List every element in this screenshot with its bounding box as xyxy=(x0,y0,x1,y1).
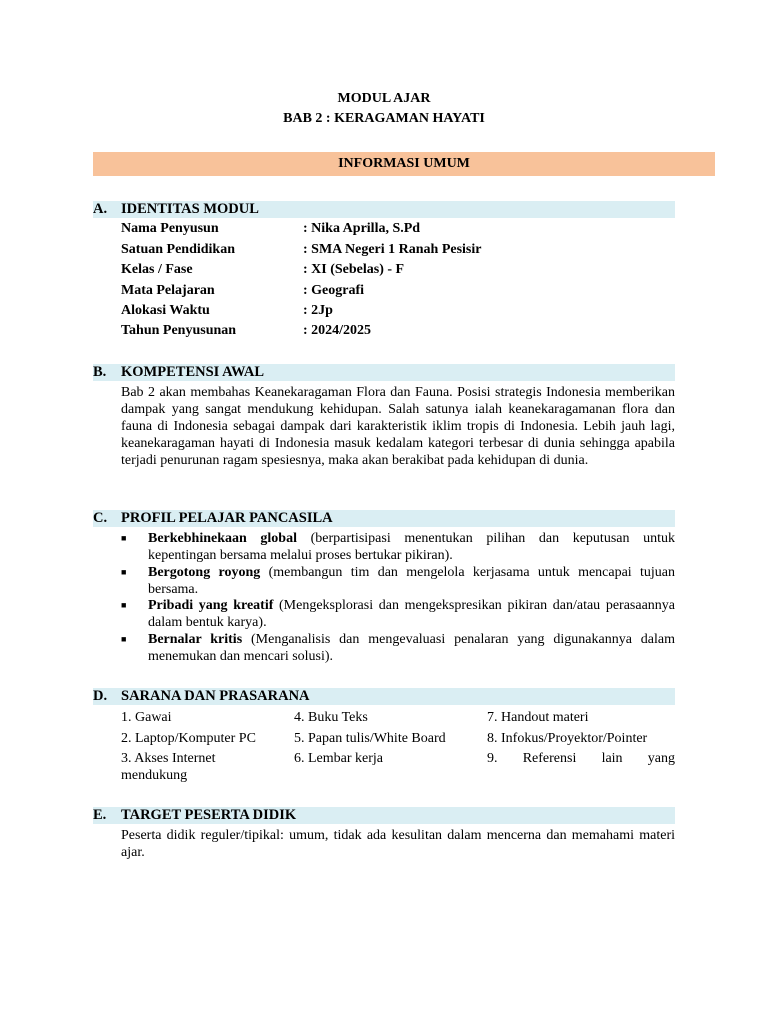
identity-value: : XI (Sebelas) - F xyxy=(303,262,405,277)
identity-value: : Geografi xyxy=(303,283,365,298)
identity-value: : 2024/2025 xyxy=(303,323,372,338)
identity-label: Satuan Pendidikan xyxy=(121,242,235,257)
facility-item: 8. Infokus/Proyektor/Pointer xyxy=(487,731,648,746)
identity-row xyxy=(121,321,681,341)
section-b-title: KOMPETENSI AWAL xyxy=(121,364,265,380)
target-paragraph: Peserta didik reguler/tipikal: umum, tidak ada kesulitan dalam mencerna dan memahami materi ajar. xyxy=(121,828,675,860)
section-d-header xyxy=(93,688,675,705)
identity-value: : SMA Negeri 1 Ranah Pesisir xyxy=(303,242,482,257)
facility-item xyxy=(487,750,675,767)
identity-value: : Nika Aprilla, S.Pd xyxy=(303,221,421,236)
document-subtitle: BAB 2 : KERAGAMAN HAYATI xyxy=(283,111,485,126)
profile-desc: (Mengeksplorasi dan mengekspresikan pikiran dan/atau perasaannya dalam bentuk karya). xyxy=(148,598,675,630)
identity-label: Kelas / Fase xyxy=(121,262,193,277)
section-d-title: SARANA DAN PRASARANA xyxy=(121,688,310,704)
identity-row xyxy=(121,301,681,321)
facility-item: 6. Lembar kerja xyxy=(294,751,384,766)
facility-item: 2. Laptop/Komputer PC xyxy=(121,731,256,746)
facility-word: yang xyxy=(647,751,675,766)
identity-value: : 2Jp xyxy=(303,303,333,318)
section-e-letter: E. xyxy=(93,807,107,823)
profile-desc: (berpartisipasi menentukan pilihan dan keputusan untuk kepentingan bersama melalui proses bertukar pikiran). xyxy=(148,531,675,563)
bullet-square-icon: ■ xyxy=(121,533,127,543)
section-c-title: PROFIL PELAJAR PANCASILA xyxy=(121,510,333,526)
facility-item: 5. Papan tulis/White Board xyxy=(294,731,446,746)
facility-item: 4. Buku Teks xyxy=(294,710,368,725)
section-d-letter: D. xyxy=(93,688,108,704)
identity-row xyxy=(121,240,681,260)
bullet-square-icon: ■ xyxy=(121,634,127,644)
identity-row xyxy=(121,281,681,301)
section-b-header xyxy=(93,364,675,381)
section-b-letter: B. xyxy=(93,364,107,380)
profile-term: Bergotong royong xyxy=(148,565,261,580)
facility-item: 7. Handout materi xyxy=(487,710,589,725)
bullet-square-icon: ■ xyxy=(121,600,127,610)
profile-desc: (membangun tim dan mengelola kerjasama untuk mencapai tujuan bersama. xyxy=(148,565,675,597)
facility-word: Referensi xyxy=(522,751,577,766)
section-a-header xyxy=(93,201,675,218)
identity-label: Nama Penyusun xyxy=(121,221,219,236)
bullet-square-icon: ■ xyxy=(121,567,127,577)
section-a-letter: A. xyxy=(93,201,108,217)
section-c-letter: C. xyxy=(93,510,108,526)
section-banner: INFORMASI UMUM xyxy=(93,152,715,176)
facility-item: 1. Gawai xyxy=(121,710,172,725)
profile-desc: (Menganalisis dan mengevaluasi penalaran yang digunakannya dalam menemukan dan mencari solusi). xyxy=(148,632,675,664)
identity-row xyxy=(121,260,681,280)
identity-row xyxy=(121,219,681,239)
section-e-header xyxy=(93,807,675,824)
section-a-title: IDENTITAS MODUL xyxy=(121,201,259,217)
facility-word: 9. xyxy=(487,751,498,766)
identity-label: Alokasi Waktu xyxy=(121,303,210,318)
competence-paragraph: Bab 2 akan membahas Keanekaragaman Flora dan Fauna. Posisi strategis Indonesia memberikan dampak yang sangat mendukung kehidupan. Salah satunya ialah keanekaragamanan flora dan fauna di Indonesia sebagai dampak dari karakteristik iklim tropis di Indonesia. Lebih jauh lagi, keanekaragaman hayati di Indonesia masuk kedalam kategori terbesar di dunia sehingga apabila terjadi penurunan ragam spesiesnya, maka akan berakibat pada kehidupan di dunia. xyxy=(121,385,675,468)
facility-word: lain xyxy=(601,751,623,766)
document-title: MODUL AJAR xyxy=(337,91,431,106)
profile-term: Pribadi yang kreatif xyxy=(148,598,274,613)
section-c-header xyxy=(93,510,675,527)
facility-item: 3. Akses Internet mendukung xyxy=(121,751,216,783)
section-e-title: TARGET PESERTA DIDIK xyxy=(121,807,297,823)
profile-term: Bernalar kritis xyxy=(148,632,243,647)
identity-label: Tahun Penyusunan xyxy=(121,323,237,338)
profile-term: Berkebhinekaan global xyxy=(148,531,297,546)
identity-label: Mata Pelajaran xyxy=(121,283,215,298)
